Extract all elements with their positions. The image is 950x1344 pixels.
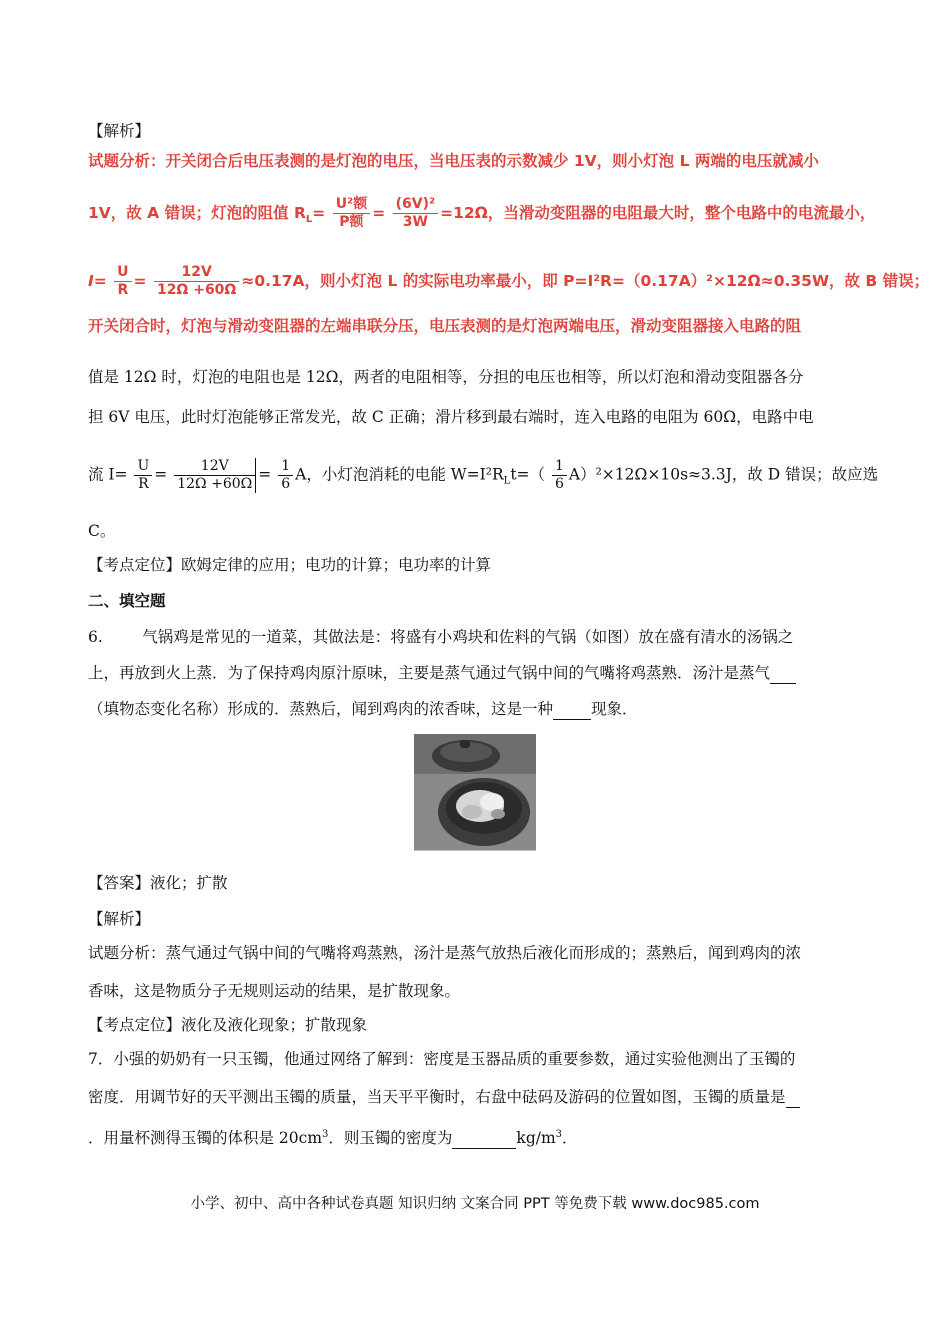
subscript: L — [503, 475, 511, 487]
q6-line-1: 6. 气锅鸡是常见的一道菜，其做法是：将盛有小鸡块和佐料的气锅（如图）放在盛有清水的汤锅之 — [88, 628, 794, 646]
text-segment: ．用量杯测得玉镯的体积是 20cm — [88, 1129, 323, 1148]
answer-blank — [452, 1132, 516, 1149]
text-segment: kg/m — [516, 1129, 556, 1148]
analysis-line-1: 值是 12Ω 时，灯泡的电阻也是 12Ω，两者的电阻相等，分担的电压也相等，所以灯泡和滑动变阻器各分 — [88, 368, 804, 386]
text-segment: 上，再放到火上蒸．为了保持鸡肉原汁原味，主要是蒸气通过气锅中间的气嘴将鸡蒸熟．汤汁是蒸气 — [88, 664, 771, 682]
fraction-numerator: 12V — [174, 458, 255, 476]
text-segment: 密度．用调节好的天平测出玉镯的质量，当天平平衡时，右盘中砝码及游码的位置如图，玉镯的质量是 — [88, 1088, 786, 1106]
red-analysis-line-4: 开关闭合时，灯泡与滑动变阻器的左端串联分压，电压表测的是灯泡两端电压，滑动变阻器接入电路的阻 — [88, 317, 802, 335]
subscript: L — [305, 214, 313, 226]
page-footer: 小学、初中、高中各种试卷真题 知识归纳 文案合同 PPT 等免费下载 www.doc985.com — [190, 1196, 760, 1212]
fraction-denominator: 6 — [554, 476, 564, 492]
answer-6: 【答案】液化；扩散 — [88, 874, 228, 892]
kaodian-1: 【考点定位】欧姆定律的应用；电功的计算；电功率的计算 — [88, 556, 492, 574]
fraction-denominator: 3W — [402, 214, 428, 230]
text-segment: I= — [88, 272, 107, 290]
text-segment: （填物态变化名称）形成的．蒸熟后，闻到鸡肉的浓香味，这是一种 — [88, 700, 554, 718]
fraction-denominator: 12Ω +60Ω — [156, 282, 237, 298]
red-analysis-line-2 — [88, 196, 875, 231]
answer-blank — [786, 1091, 800, 1108]
fraction-current-value — [174, 458, 256, 493]
fraction-numerator: (6V)² — [393, 196, 439, 214]
answer-blank — [553, 703, 591, 720]
q6-line-2 — [88, 662, 796, 684]
analysis-line-3 — [88, 458, 878, 493]
fraction-current — [114, 264, 131, 299]
superscript: 3 — [555, 1129, 563, 1140]
text-segment: ． — [562, 1129, 578, 1148]
fraction-denominator: 12Ω +60Ω — [177, 476, 253, 492]
text-segment: =12Ω，当滑动变阻器的电阻最大时，整个电路中的电流最小， — [440, 204, 876, 222]
kaodian-2: 【考点定位】液化及液化现象；扩散现象 — [88, 1016, 368, 1034]
text-segment: = — [312, 204, 326, 222]
q7-line-2 — [88, 1086, 800, 1108]
text-segment: ．则玉镯的密度为 — [328, 1129, 453, 1148]
analysis-6-line-1: 试题分析：蒸气通过气锅中间的气嘴将鸡蒸熟，汤汁是蒸气放热后液化而形成的；蒸熟后，闻到鸡肉的浓 — [88, 944, 802, 962]
text-segment: = — [133, 272, 147, 290]
analysis-6-line-2: 香味，这是物质分子无规则运动的结果，是扩散现象。 — [88, 982, 461, 1000]
fraction-numerator: U²额 — [333, 196, 371, 214]
fraction-numerator: U — [114, 264, 131, 282]
section-title: 二、填空题 — [88, 591, 166, 610]
fraction-numerator: 1 — [552, 458, 567, 476]
text-segment: 流 I= — [88, 465, 128, 484]
text-segment: A，小灯泡消耗的电能 W=I²R — [295, 465, 504, 484]
text-segment: = — [154, 465, 168, 484]
analysis-heading: 【解析】 — [88, 122, 151, 140]
text-segment: = — [372, 204, 386, 222]
q6-line-3 — [88, 698, 638, 720]
fraction-denominator: R — [138, 476, 149, 492]
analysis-line-4: C。 — [88, 522, 116, 540]
fraction-one-sixth — [278, 458, 293, 493]
fraction-resistance-value — [393, 196, 439, 231]
fraction-current — [134, 458, 152, 493]
q7-line-1: 7．小强的奶奶有一只玉镯，他通过网络了解到：密度是玉器品质的重要参数，通过实验他测出了玉镯的 — [88, 1050, 796, 1068]
text-segment: A）²×12Ω×10s≈3.3J，故 D 错误；故应选 — [568, 465, 879, 484]
fraction-denominator: P额 — [339, 214, 364, 230]
fraction-denominator: R — [117, 282, 129, 298]
fraction-numerator: U — [134, 458, 152, 476]
text-segment: 现象． — [591, 700, 638, 718]
analysis-line-2: 担 6V 电压，此时灯泡能够正常发光，故 C 正确；滑片移到最右端时，连入电路的电阻为 60Ω，电路中电 — [88, 408, 814, 426]
steam-pot-photo — [414, 734, 536, 851]
fraction-current-value — [154, 264, 239, 299]
answer-blank — [770, 667, 796, 684]
fraction-numerator: 1 — [278, 458, 293, 476]
text-segment: t=（ — [510, 465, 546, 484]
superscript: 3 — [322, 1129, 329, 1140]
text-segment: 1V，故 A 错误；灯泡的阻值 R — [88, 204, 306, 222]
red-analysis-line-3 — [88, 264, 929, 299]
fraction-one-sixth-2 — [552, 458, 567, 493]
text-segment: = — [258, 465, 272, 484]
fraction-denominator: 6 — [281, 476, 291, 492]
fraction-resistance — [333, 196, 371, 231]
analysis-heading-2: 【解析】 — [88, 910, 151, 928]
steam-pot-image — [414, 734, 536, 850]
q7-line-3 — [88, 1124, 578, 1149]
text-segment: ≈0.17A，则小灯泡 L 的实际电功率最小，即 P=I²R=（0.17A）²×12Ω≈0.35W，故 B 错误； — [241, 272, 930, 290]
red-analysis-line-1: 试题分析：开关闭合后电压表测的是灯泡的电压，当电压表的示数减少 1V，则小灯泡 L 两端的电压就减小 — [88, 152, 819, 170]
fraction-numerator: 12V — [154, 264, 239, 282]
